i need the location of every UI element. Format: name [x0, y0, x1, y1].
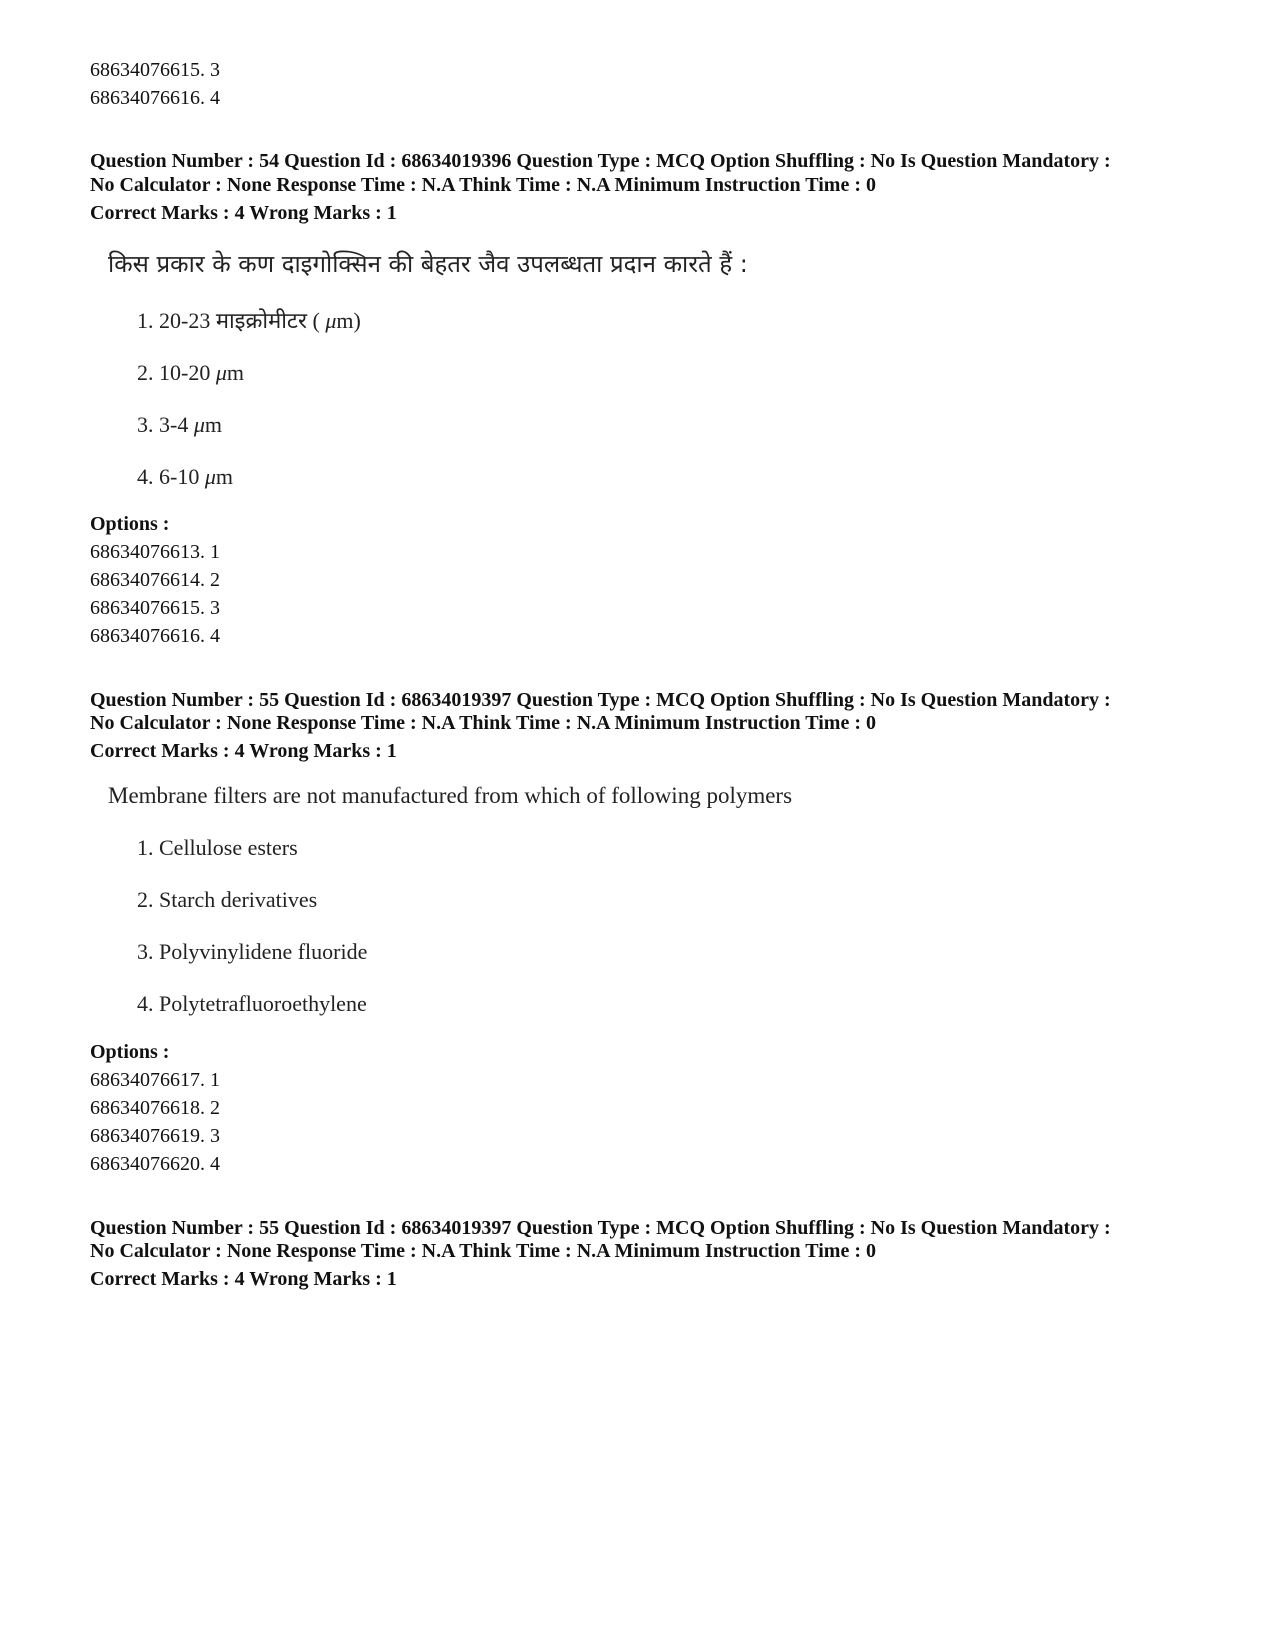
question-header-line2: No Calculator : None Response Time : N.A Think Time : N.A Minimum Instruction Time : 0: [90, 1240, 876, 1262]
question-choice-4: 4. Polytetrafluoroethylene: [137, 991, 367, 1016]
question-marks: Correct Marks : 4 Wrong Marks : 1: [90, 740, 397, 762]
option-line: 68634076616. 4: [90, 625, 220, 647]
option-line: 68634076613. 1: [90, 541, 220, 563]
options-label: Options :: [90, 513, 170, 535]
question-choice-4: 4. 6-10 μm: [137, 464, 233, 489]
option-line: 68634076619. 3: [90, 1125, 220, 1147]
question-header-line2: No Calculator : None Response Time : N.A Think Time : N.A Minimum Instruction Time : 0: [90, 174, 876, 196]
question-choice-3: 3. 3-4 μm: [137, 412, 222, 437]
question-text: Membrane filters are not manufactured from which of following polymers: [108, 783, 793, 808]
question-choice-2: 2. 10-20 μm: [137, 360, 244, 385]
option-line: 68634076615. 3: [90, 597, 220, 619]
question-marks: Correct Marks : 4 Wrong Marks : 1: [90, 202, 397, 224]
option-line: 68634076616. 4: [90, 87, 220, 109]
option-line: 68634076620. 4: [90, 1153, 220, 1175]
options-label: Options :: [90, 1041, 170, 1063]
question-header-line2: No Calculator : None Response Time : N.A Think Time : N.A Minimum Instruction Time : 0: [90, 712, 876, 734]
option-line: 68634076614. 2: [90, 569, 220, 591]
question-choice-1: 1. Cellulose esters: [137, 835, 298, 860]
option-line: 68634076615. 3: [90, 59, 220, 81]
question-choice-1: 1. 20-23 माइक्रोमीटर ( μm): [137, 308, 361, 334]
option-line: 68634076617. 1: [90, 1069, 220, 1091]
question-header-line1: Question Number : 54 Question Id : 68634019396 Question Type : MCQ Option Shuffling : No Is Question Mandatory :: [90, 150, 1111, 172]
question-choice-3: 3. Polyvinylidene fluoride: [137, 939, 368, 964]
question-header-line1: Question Number : 55 Question Id : 68634019397 Question Type : MCQ Option Shuffling : No Is Question Mandatory :: [90, 689, 1111, 711]
option-line: 68634076618. 2: [90, 1097, 220, 1119]
question-choice-2: 2. Starch derivatives: [137, 887, 318, 912]
question-header-line1: Question Number : 55 Question Id : 68634019397 Question Type : MCQ Option Shuffling : No Is Question Mandatory :: [90, 1217, 1111, 1239]
question-marks: Correct Marks : 4 Wrong Marks : 1: [90, 1268, 397, 1290]
question-text: किस प्रकार के कण दाइगोक्सिन की बेहतर जैव उपलब्धता प्रदान कारते हैं :: [108, 250, 748, 278]
